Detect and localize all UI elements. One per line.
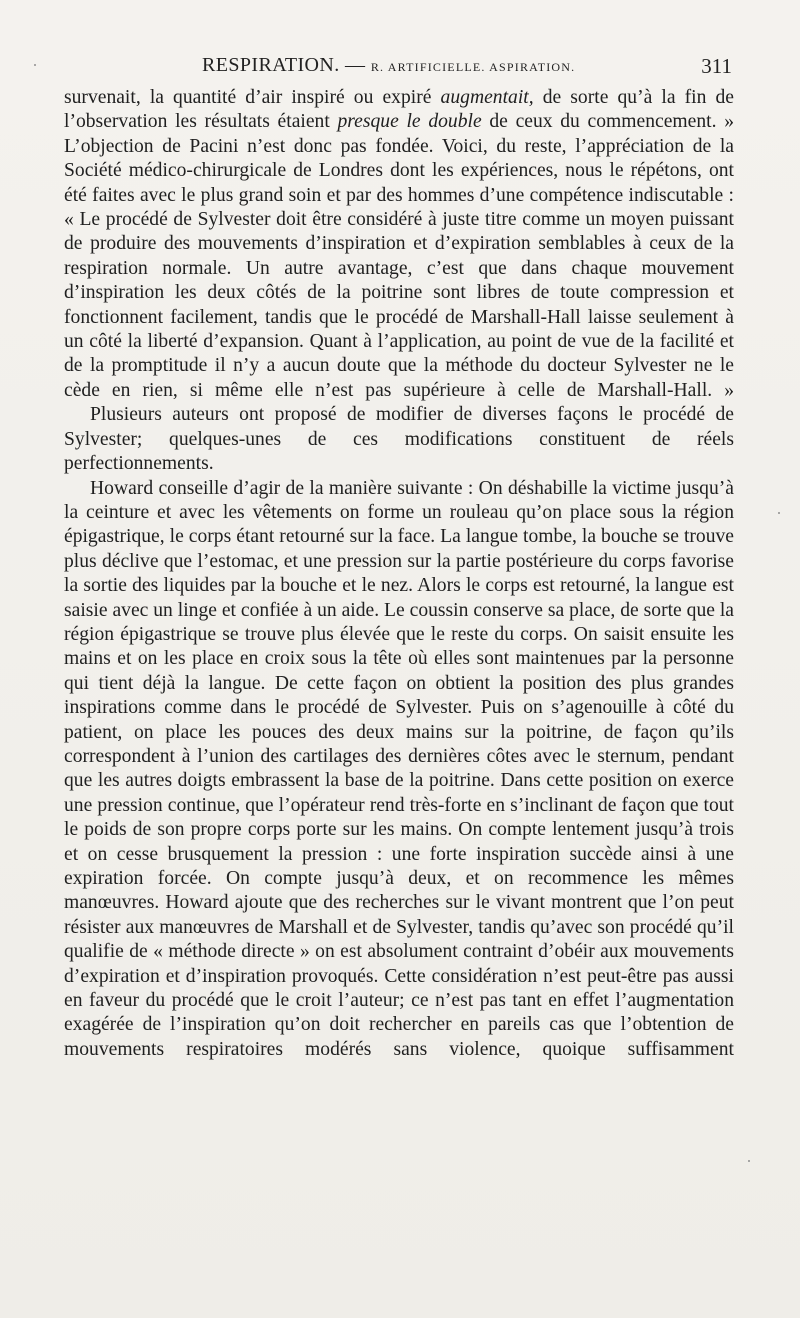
emphasis-text: augmentait, <box>440 87 534 108</box>
text-segment: Plusieurs auteurs ont proposé de modifier de diverses façons le procédé de Sylvester; quelques-unes de ces modifications constituent de réels perfectionnements. <box>64 404 734 475</box>
paragraph-3 <box>64 477 734 1063</box>
page-number: 311 <box>701 54 732 78</box>
header-title-main: RESPIRATION. <box>202 54 340 76</box>
paragraph-2 <box>64 403 734 476</box>
text-segment: survenait, la quantité d’air inspiré ou expiré <box>64 87 441 108</box>
header-title-separator: — <box>345 54 366 76</box>
running-header <box>64 54 732 82</box>
running-title <box>202 54 575 77</box>
paragraph-1 <box>64 86 734 403</box>
body-text <box>64 86 734 1062</box>
paper-speck <box>34 64 36 66</box>
text-segment: Howard conseille d’agir de la manière suivante : On déshabille la victime jusqu’à la ceinture et avec les vêtements on forme un rouleau qu’on place sous la région épigastrique, le corps étant retourné sur la face. La langue tombe, la bouche se trouve plus déclive que l’estomac, et une pression sur la partie postérieure du corps favorise la sortie des liquides par la bouche et le nez. Alors le corps est retourné, la langue est saisie avec un linge et confiée à un aide. Le coussin conserve sa place, de sorte que la région épigastrique se trouve plus élevée que le reste du corps. On saisit ensuite les mains et on les place en croix sous la tête où elles sont maintenues par la personne qui tient déjà la langue. De cette façon on obtient la position des plus grandes inspirations comme dans le procédé de Sylvester. Puis on s’agenouille à côté du patient, on place les pouces des deux mains sur la poitrine, de façon qu’ils correspondent à l’union des cartilages des dernières côtes avec le sternum, pendant que les autres doigts embrassent la base de la poitrine. Dans cette position on exerce une pression continue, que l’opérateur rend très-forte en s’inclinant de façon que tout le poids de son propre corps porte sur les mains. On compte lentement jusqu’à trois et on cesse brusquement la pression : une forte inspiration succède ainsi à une expiration forcée. On compte jusqu’à deux, et on recommence les mêmes manœuvres. Howard ajoute que des recherches sur le vivant montrent que l’on peut résister aux manœuvres de Marshall et de Sylvester, tandis qu’avec son procédé qu’il qualifie de « méthode directe » on est absolument contraint d’obéir aux mouvements d’expiration et d’inspiration provoqués. Cette considération n’est peut-être pas aussi en faveur du procédé que le croit l’auteur; ce n’est pas tant en effet l’augmentation exagérée de l’inspiration qu’on doit rechercher en pareils cas que l’obtention de mouvements respiratoires modérés sans violence, quoique suffisamment <box>64 477 734 1060</box>
paper-speck <box>748 1160 750 1162</box>
header-title-sub: R. ARTIFICIELLE. ASPIRATION. <box>370 60 576 74</box>
text-segment: de sorte qu’à la fin de l’observation les résultats étaient <box>64 87 734 133</box>
text-segment: de ceux du commencement. » L’objection de Pacini n’est donc pas fondée. Voici, du reste, l’appréciation de la Société médico-chirurgicale de Londres dont les expériences, nous le répétons, ont été faites avec le plus grand soin et par des hommes d’une compétence indiscutable : « Le procédé de Sylvester doit être considéré à juste titre comme un moyen puissant de produire des mouvements d’inspiration et d’expiration semblables à ceux de la respiration normale. Un autre avantage, c’est que dans chaque mouvement d’inspiration les deux côtés de la poitrine sont libres de toute compression et fonctionnent facilement, tandis que le procédé de Marshall-Hall laisse seulement à un côté la liberté d’expansion. Quant à l’application, au point de vue de la facilité et de la promptitude il n’y a aucun doute que la méthode du docteur Sylvester ne le cède en rien, si même elle n’est pas supérieure à celle de Marshall-Hall. » <box>64 111 734 401</box>
paper-speck <box>778 512 780 514</box>
emphasis-text: presque le double <box>337 111 482 133</box>
